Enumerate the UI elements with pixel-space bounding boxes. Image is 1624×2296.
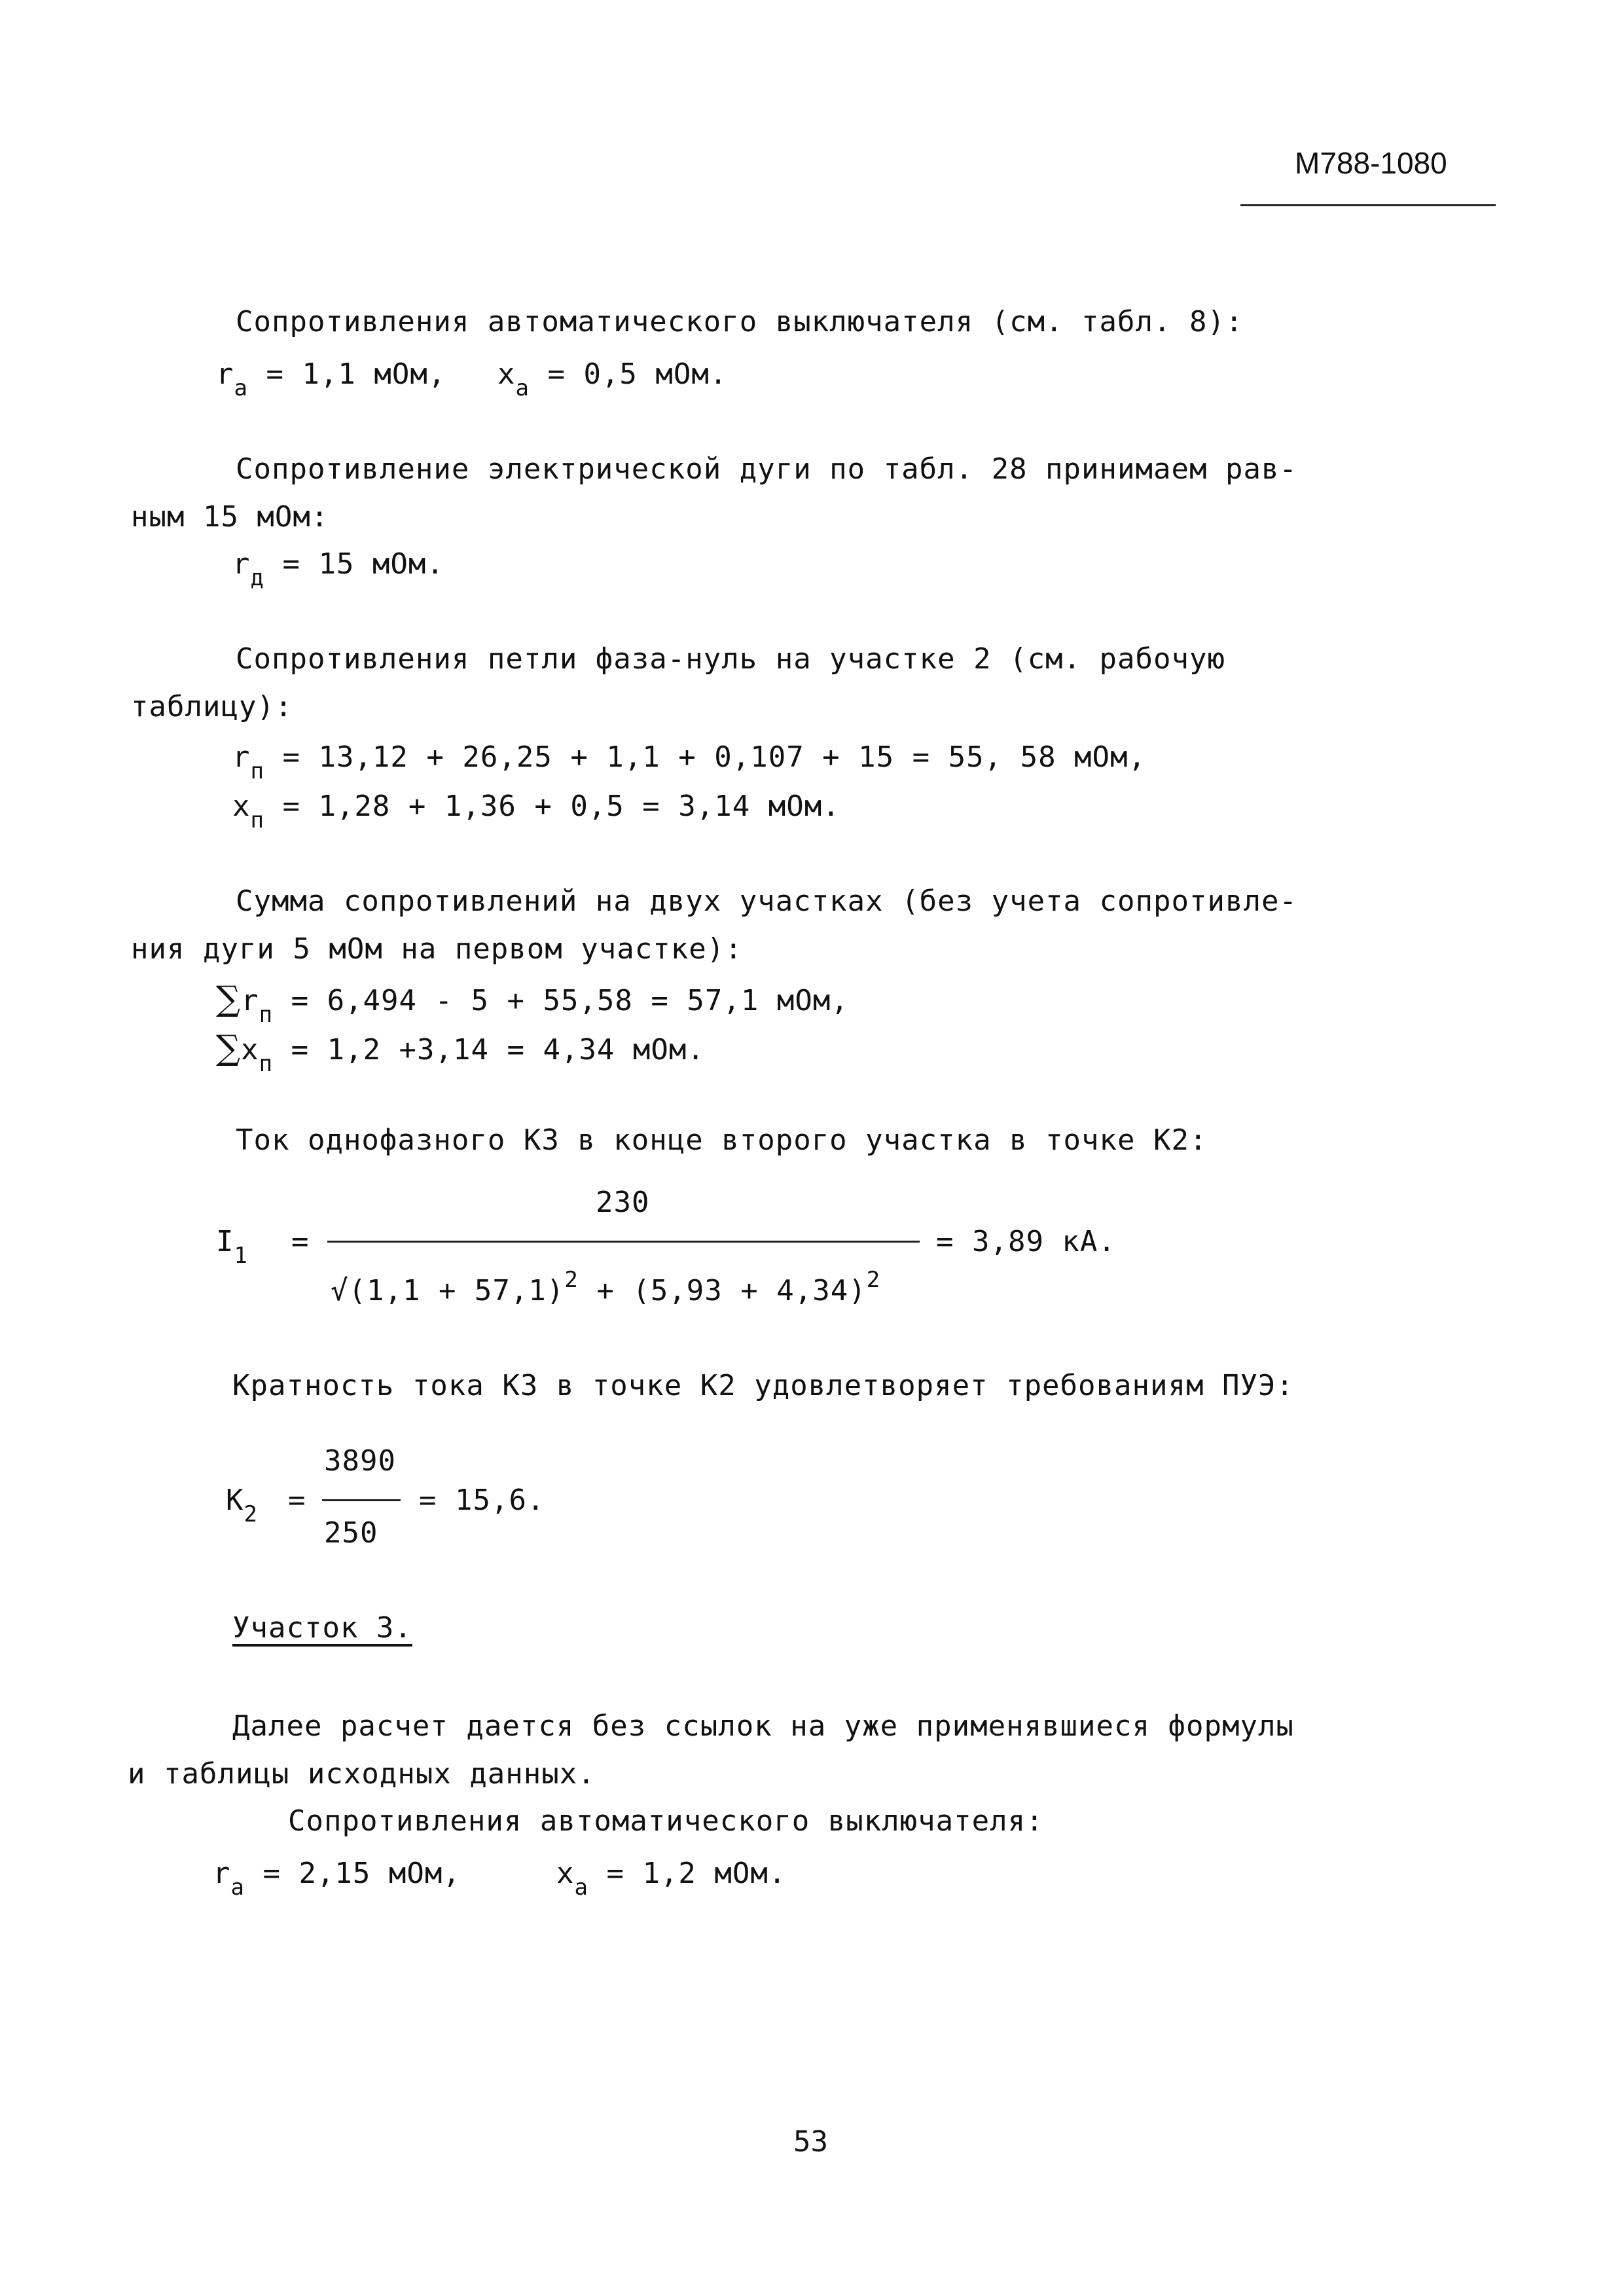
value: = 13,12 + 26,25 + 1,1 + 0,107 + 15 = 55, 58 мОм,: [264, 740, 1147, 774]
superscript: 2: [866, 1267, 881, 1293]
paragraph-line: ным 15 мОм:: [131, 500, 329, 534]
formula-ra: [213, 1857, 461, 1901]
fraction-denominator: 250: [324, 1516, 378, 1550]
subscript: п: [250, 807, 264, 833]
fraction-bar: [322, 1499, 401, 1501]
value: = 15 мОм.: [264, 547, 444, 581]
symbol: x: [232, 790, 251, 823]
symbol: r: [241, 984, 259, 1017]
subscript: п: [259, 1002, 274, 1028]
paragraph-line: Сопротивления петли фаза-нуль на участке 2 (см. рабочую: [236, 642, 1225, 676]
paragraph-line: Сопротивление электрической дуги по табл. 28 принимаем рав-: [236, 452, 1297, 486]
symbol: I: [216, 1225, 234, 1258]
subscript: а: [230, 1874, 245, 1901]
paragraph-line: и таблицы исходных данных.: [128, 1757, 596, 1791]
fraction-bar: [327, 1241, 920, 1243]
paragraph-line: Далее расчет дается без ссылок на уже применявшиеся формулы: [232, 1709, 1294, 1743]
subscript: а: [515, 375, 530, 401]
denominator-part: + (5,93 + 4,34): [578, 1274, 867, 1307]
formula-rd: [232, 547, 444, 591]
page-number: 53: [793, 2125, 828, 2159]
formula-ra: [216, 357, 446, 401]
subscript: д: [250, 565, 264, 591]
paragraph-line: Сопротивления автоматического выключателя (см. табл. 8):: [236, 305, 1244, 338]
symbol: x: [556, 1857, 575, 1890]
result-value: = 3,89 кА.: [936, 1225, 1116, 1258]
symbol: x: [497, 357, 516, 391]
result-value: = 15,6.: [419, 1484, 545, 1517]
ratio-symbol: [226, 1484, 258, 1527]
formula-sum-r: [216, 979, 849, 1028]
equals-sign: =: [291, 1225, 310, 1258]
document-code: М788-1080: [1295, 146, 1447, 180]
subscript: п: [250, 758, 264, 784]
symbol: r: [232, 547, 251, 581]
value: = 2,15 мОм,: [244, 1857, 461, 1890]
sum-sign: ∑: [216, 1029, 242, 1068]
formula-xa: [556, 1857, 787, 1901]
formula-xp: [232, 790, 840, 833]
symbol: r: [232, 740, 251, 774]
subscript: 1: [234, 1243, 248, 1269]
subscript: а: [234, 375, 248, 401]
equals-sign: =: [288, 1484, 306, 1517]
paragraph-line: Кратность тока КЗ в точке К2 удовлетворяет требованиям ПУЭ:: [232, 1369, 1294, 1402]
paragraph-line: ния дуги 5 мОм на первом участке):: [131, 932, 743, 966]
paragraph-line: Ток однофазного КЗ в конце второго участка в точке К2:: [236, 1123, 1208, 1157]
symbol: r: [216, 357, 234, 391]
symbol: r: [213, 1857, 231, 1890]
paragraph-line: Сопротивления автоматического выключателя:: [288, 1804, 1044, 1838]
value: = 6,494 - 5 + 55,58 = 57,1 мОм,: [273, 984, 849, 1017]
superscript: 2: [564, 1267, 579, 1293]
formula-sum-x: [216, 1029, 705, 1077]
subscript: 2: [244, 1501, 258, 1527]
fraction-numerator: 230: [596, 1186, 650, 1219]
formula-xa: [497, 357, 728, 401]
value: = 1,28 + 1,36 + 0,5 = 3,14 мОм.: [264, 790, 840, 823]
formula-rp: [232, 740, 1147, 784]
fraction-denominator: [331, 1267, 881, 1307]
symbol: x: [241, 1033, 259, 1066]
symbol: К: [226, 1484, 244, 1517]
sum-sign: ∑: [216, 979, 242, 1019]
paragraph-line: таблицу):: [131, 690, 293, 723]
value: = 0,5 мОм.: [529, 357, 728, 391]
header-rule: [1240, 204, 1496, 206]
value: = 1,2 мОм.: [588, 1857, 787, 1890]
paragraph-line: Сумма сопротивлений на двух участках (без учета сопротивле-: [236, 884, 1297, 918]
value: = 1,2 +3,14 = 4,34 мОм.: [273, 1033, 705, 1066]
denominator-part: √(1,1 + 57,1): [331, 1274, 565, 1307]
fraction-numerator: 3890: [324, 1444, 396, 1478]
value: = 1,1 мОм,: [247, 357, 446, 391]
subscript: п: [259, 1051, 274, 1077]
section-heading: Участок 3.: [232, 1611, 412, 1645]
subscript: а: [574, 1874, 588, 1901]
current-symbol: [216, 1225, 248, 1269]
